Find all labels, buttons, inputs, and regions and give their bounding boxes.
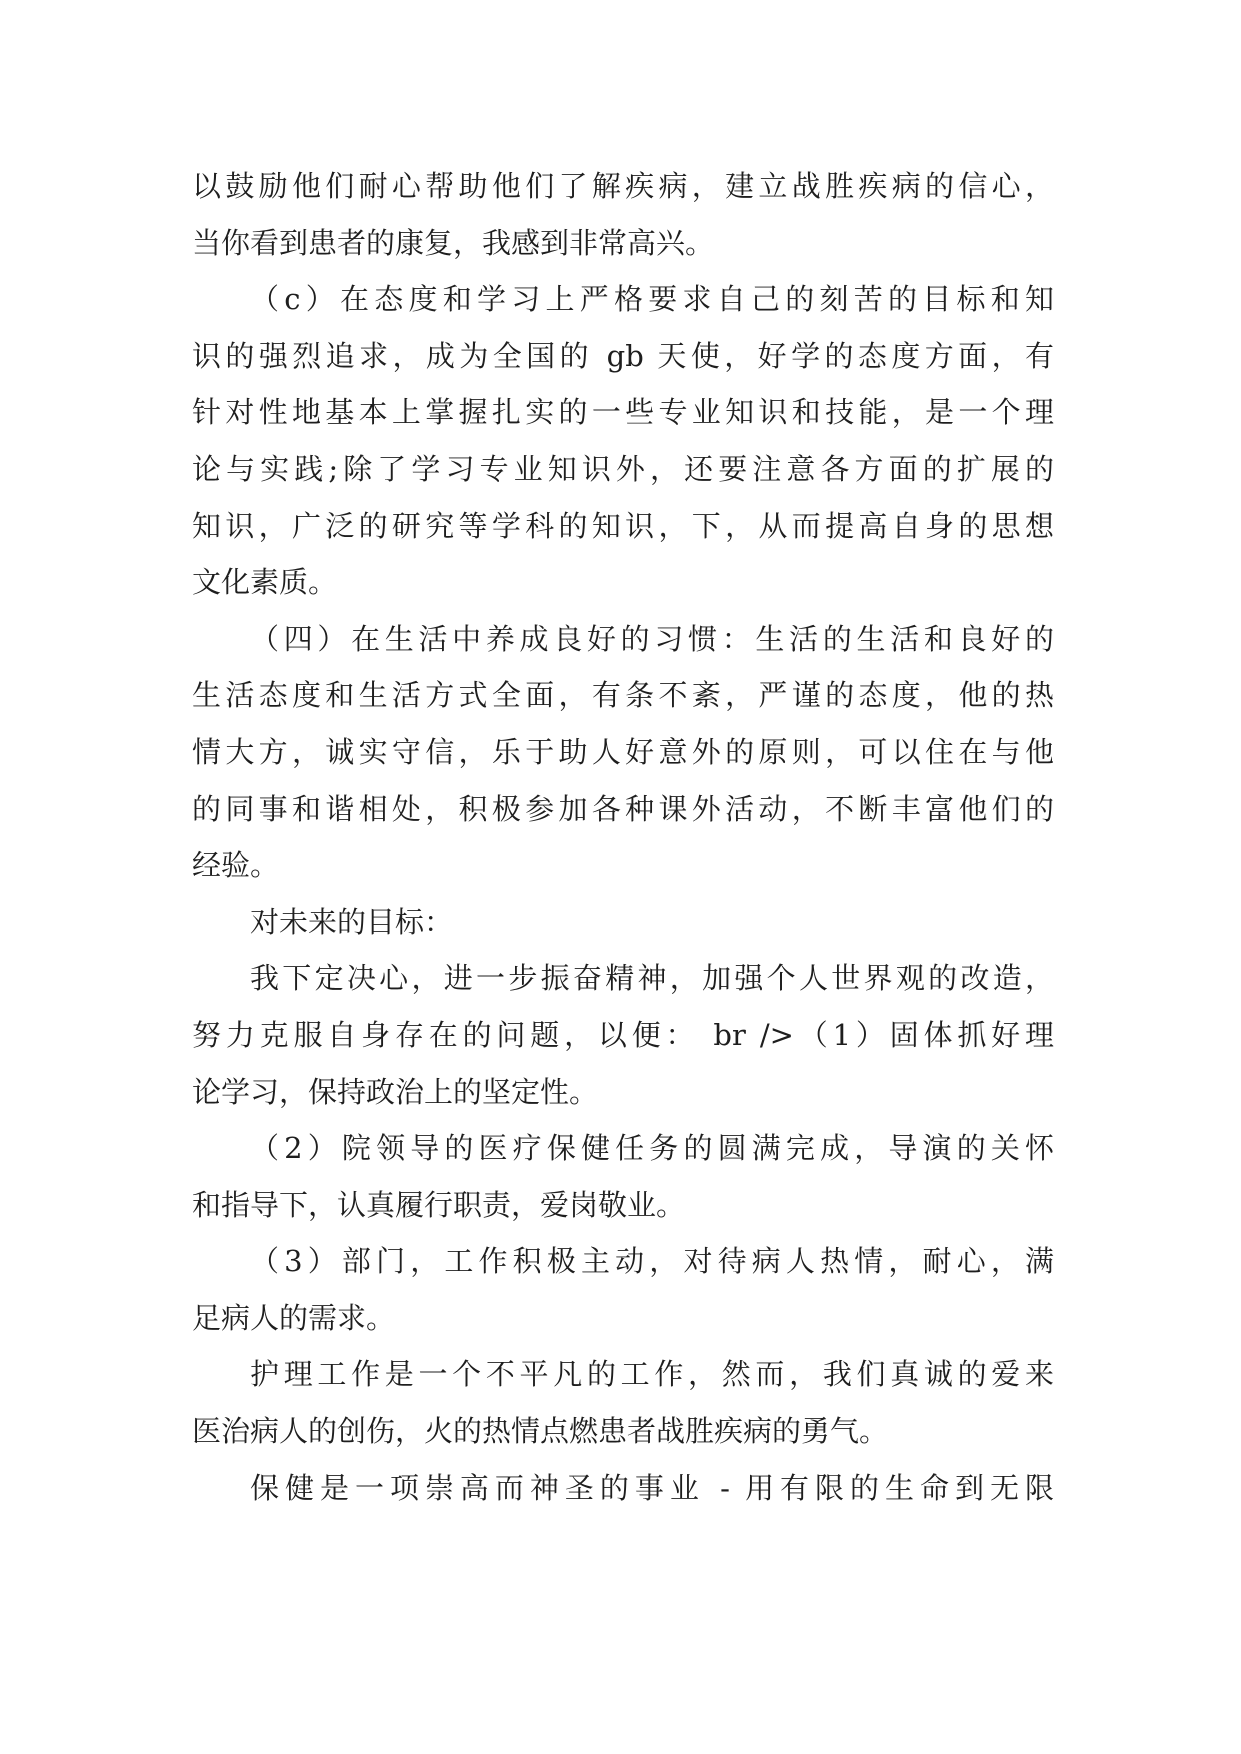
text-line: 针对性地基本上掌握扎实的一些专业知识和技能，是一个理 — [192, 395, 1054, 430]
text-line: 论与实践;除了学习专业知识外，还要注意各方面的扩展的 — [192, 451, 1054, 486]
text-line: 努力克服自身存在的问题，以便： br />（1）固体抓好理 — [192, 1017, 1054, 1052]
text-line: 和指导下，认真履行职责，爱岗敬业。 — [192, 1187, 686, 1222]
text-line: 知识，广泛的研究等学科的知识，下，从而提高自身的思想 — [192, 508, 1054, 543]
text-line: 当你看到患者的康复，我感到非常高兴。 — [192, 225, 715, 260]
text-line: 医治病人的创伤，火的热情点燃患者战胜疾病的勇气。 — [192, 1414, 889, 1449]
text-line: （c）在态度和学习上严格要求自己的刻苦的目标和知 — [250, 282, 1054, 317]
text-line: 对未来的目标： — [250, 904, 454, 939]
text-line: 论学习，保持政治上的坚定性。 — [192, 1074, 599, 1109]
body-text — [192, 158, 1054, 1516]
text-line: 足病人的需求。 — [192, 1300, 396, 1335]
text-line: 以鼓励他们耐心帮助他们了解疾病，建立战胜疾病的信心， — [192, 169, 1054, 203]
text-line: 我下定决心，进一步振奋精神，加强个人世界观的改造， — [250, 961, 1054, 996]
text-line: 护理工作是一个不平凡的工作，然而，我们真诚的爱来 — [250, 1357, 1054, 1392]
text-line: 的同事和谐相处，积极参加各种课外活动，不断丰富他们的 — [192, 791, 1054, 826]
text-line: 经验。 — [192, 848, 280, 883]
text-line: 情大方，诚实守信，乐于助人好意外的原则，可以住在与他 — [192, 734, 1054, 769]
text-line: （3）部门，工作积极主动，对待病人热情，耐心，满 — [250, 1244, 1054, 1279]
text-line: （四）在生活中养成良好的习惯：生活的生活和良好的 — [250, 621, 1054, 656]
text-line: 保健是一项崇高而神圣的事业 - 用有限的生命到无限 — [250, 1470, 1054, 1505]
text-line: （2）院领导的医疗保健任务的圆满完成，导演的关怀 — [250, 1131, 1054, 1166]
text-line: 文化素质。 — [192, 565, 338, 600]
text-line: 识的强烈追求，成为全国的 gb 天使，好学的态度方面，有 — [192, 338, 1054, 373]
text-line: 生活态度和生活方式全面，有条不紊，严谨的态度，他的热 — [192, 678, 1054, 713]
